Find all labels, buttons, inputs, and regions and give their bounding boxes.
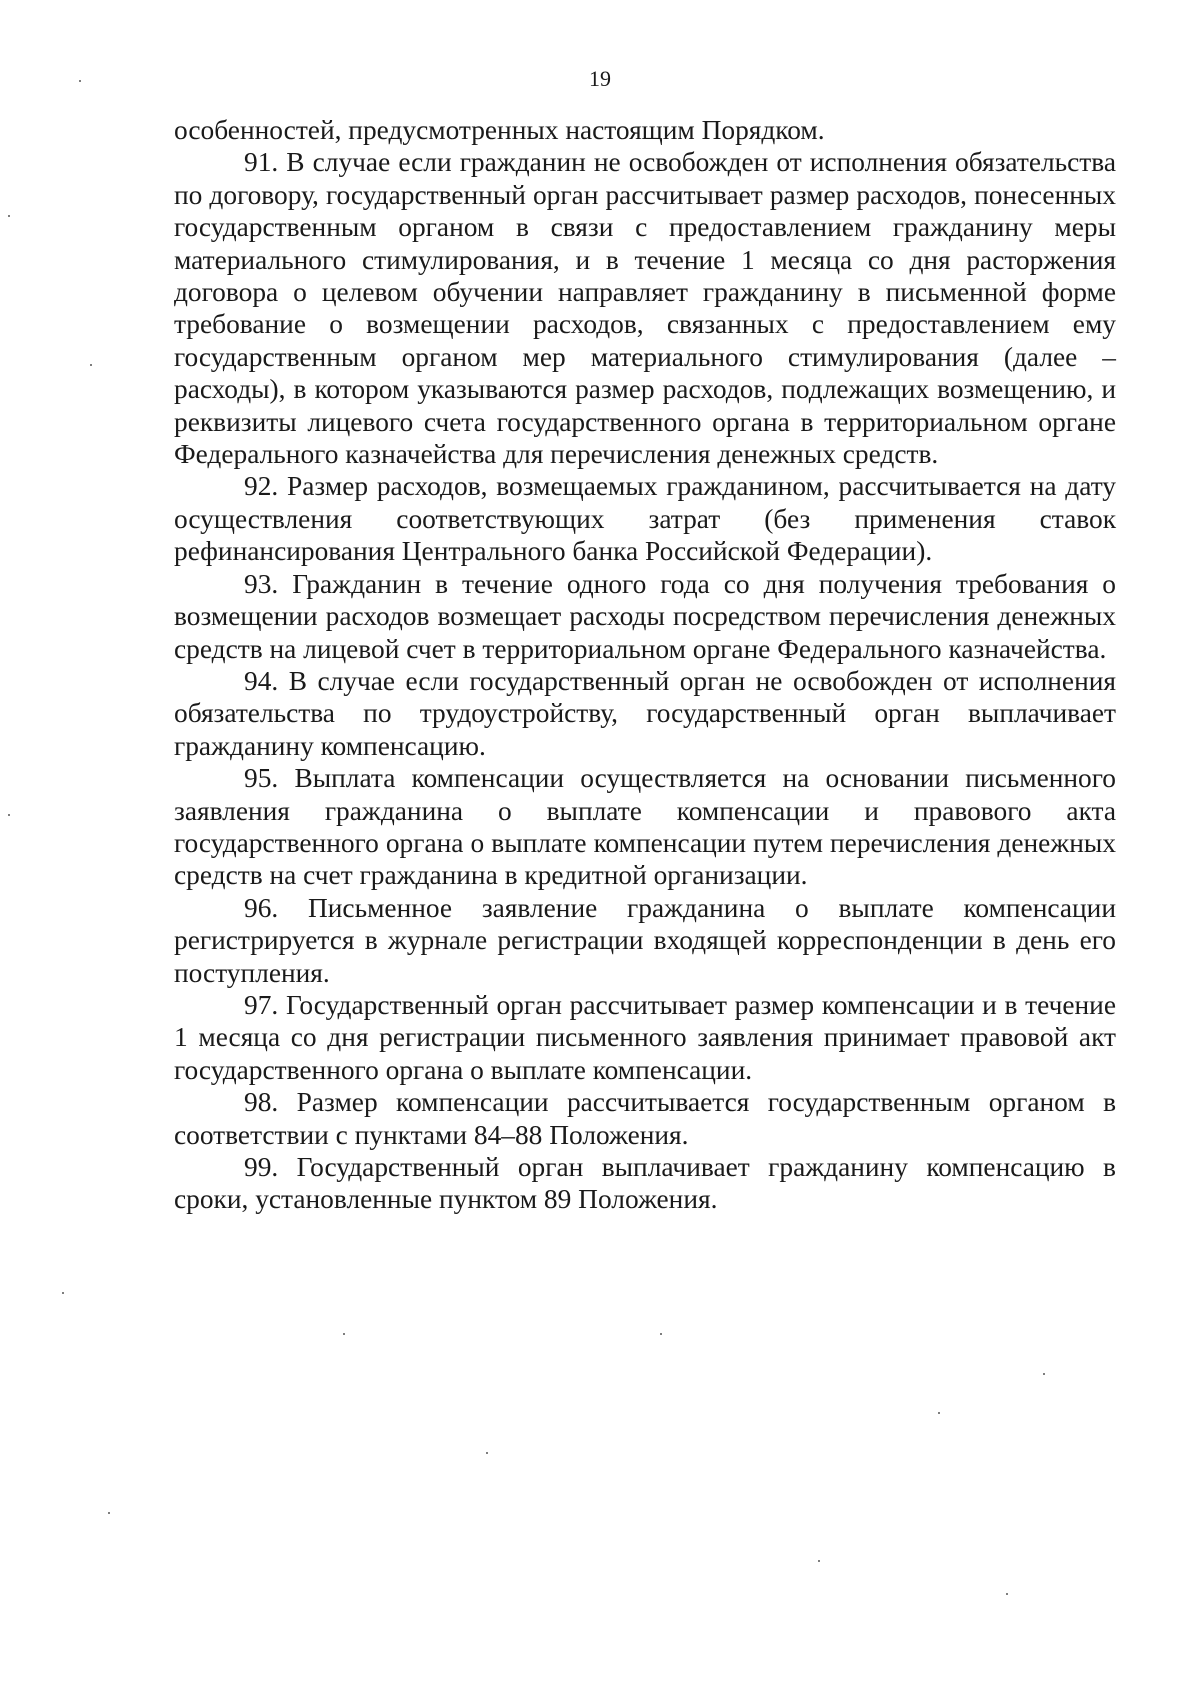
paragraph-97: 97. Государственный орган рассчитывает размер компенсации и в течение 1 месяца со дня регистрации письменного заявления принимает правовой акт государственного органа о выплате компенсации. — [174, 989, 1116, 1085]
paragraph-92: 92. Размер расходов, возмещаемых гражданином, рассчитывается на дату осуществления соответствующих затрат (без применения ставок рефинансирования Центрального банка Российской Федерации). — [174, 471, 1116, 567]
scan-speck — [660, 1333, 662, 1335]
paragraph-93: 93. Гражданин в течение одного года со дня получения требования о возмещении расходов возмещает расходы посредством перечисления денежных средств на лицевой счет в территориальном органе Федерального казначейства. — [174, 568, 1116, 664]
document-body — [174, 114, 1116, 1216]
page-number: 19 — [589, 66, 611, 91]
paragraph-96: 96. Письменное заявление гражданина о выплате компенсации регистрируется в журнале регистрации входящей корреспонденции в день его поступления. — [174, 892, 1116, 988]
paragraph-91: 91. В случае если гражданин не освобожден от исполнения обязательства по договору, государственный орган рассчитывает размер расходов, понесенных государственным органом в связи с предоставлением гражданину меры материального стимулирования, и в течение 1 месяца со дня расторжения договора о целевом обучении направляет гражданину в письменной форме требование о возмещении расходов, связанных с предоставлением ему государственным органом мер материального стимулирования (далее – расходы), в котором указываются размер расходов, подлежащих возмещению, и реквизиты лицевого счета государственного органа в территориальном органе Федерального казначейства для перечисления денежных средств. — [174, 147, 1116, 470]
paragraph-99: 99. Государственный орган выплачивает гражданину компенсацию в сроки, установленные пунктом 89 Положения. — [174, 1152, 1116, 1215]
scan-speck — [343, 1333, 345, 1335]
paragraph-94: 94. В случае если государственный орган не освобожден от исполнения обязательства по трудоустройству, государственный орган выплачивает гражданину компенсацию. — [174, 665, 1116, 761]
scan-speck — [1043, 1373, 1045, 1375]
scan-speck — [938, 1412, 940, 1414]
scan-speck — [108, 1512, 110, 1514]
paragraph-continuation: особенностей, предусмотренных настоящим Порядком. — [174, 115, 825, 145]
scan-speck — [8, 814, 10, 816]
scan-speck — [62, 1292, 64, 1294]
scan-speck — [818, 1560, 820, 1562]
paragraph-95: 95. Выплата компенсации осуществляется на основании письменного заявления гражданина о выплате компенсации и правового акта государственного органа о выплате компенсации путем перечисления денежных средств на счет гражданина в кредитной организации. — [174, 763, 1116, 891]
scan-speck — [486, 1452, 488, 1454]
scan-speck — [1006, 1593, 1008, 1595]
scan-speck — [79, 80, 81, 82]
scan-speck — [90, 364, 92, 366]
scan-speck — [8, 215, 10, 217]
paragraph-98: 98. Размер компенсации рассчитывается государственным органом в соответствии с пунктами 84–88 Положения. — [174, 1087, 1116, 1150]
